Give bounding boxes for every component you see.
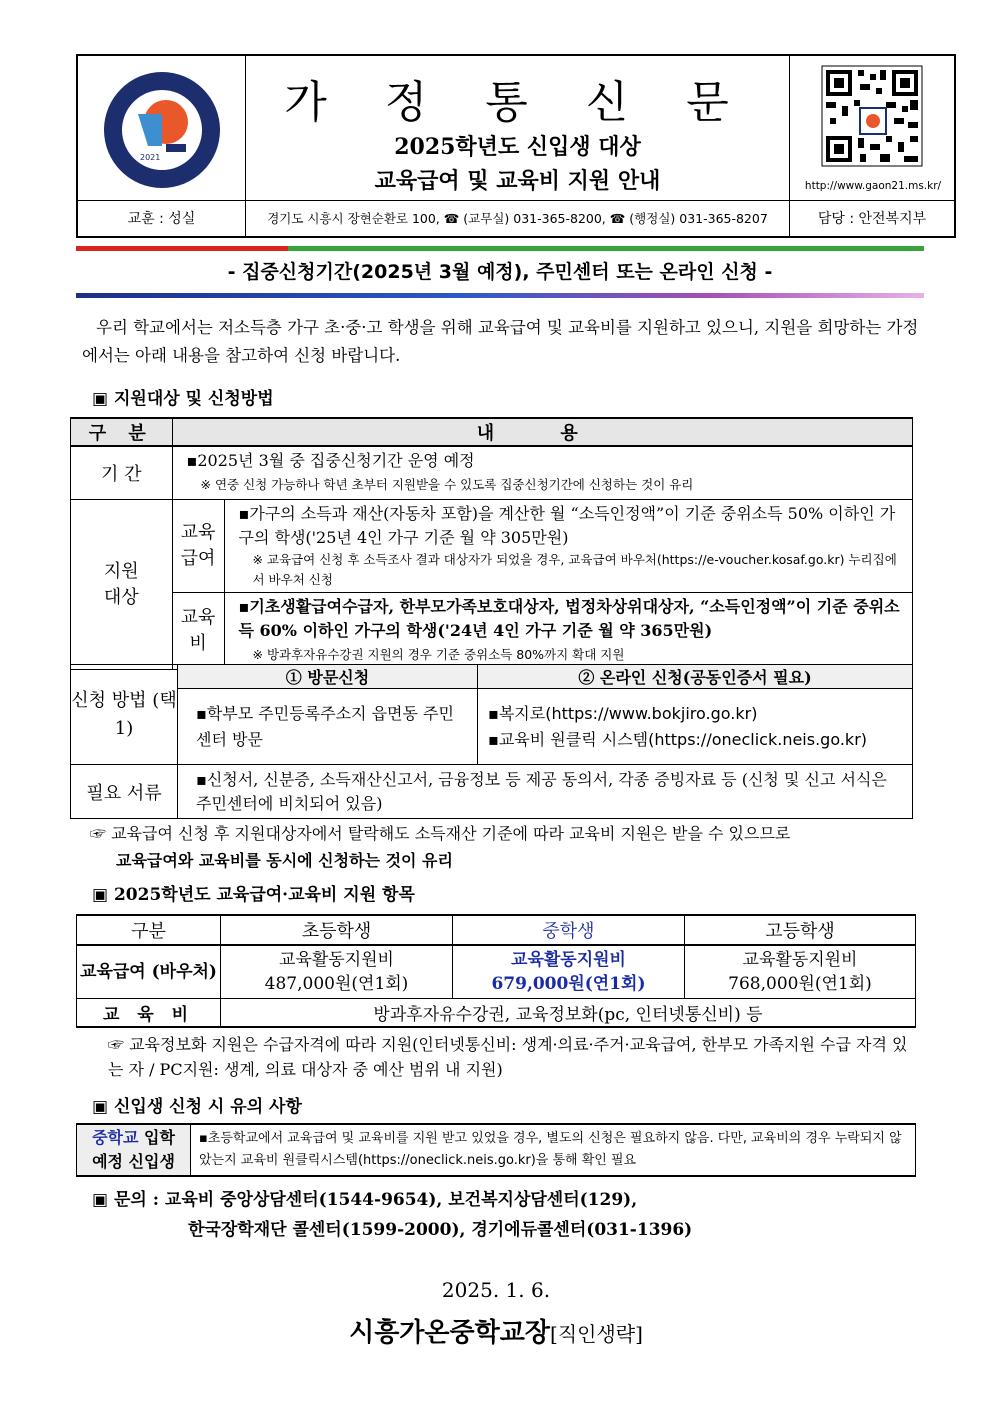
support-items-table — [76, 914, 916, 1028]
row-edu-cost-text: 방과후자유수강권, 교육정보화(pc, 인터넷통신비) 등 — [221, 999, 916, 1027]
freshman-label-line2: 예정 신입생 — [92, 1152, 175, 1171]
school-logo-cell — [78, 56, 246, 200]
middle-item: 교육활동지원비 — [511, 950, 626, 970]
section-heading-eligibility: ▣ 지원대상 및 신청방법 — [92, 389, 274, 409]
title-cell — [246, 56, 790, 200]
seal-omitted: [직인생략] — [550, 1322, 643, 1346]
freshman-notice-text: ▪초등학교에서 교육급여 및 교육비를 지원 받고 있었을 경우, 별도의 신청은 필요하지 않음. 다만, 교육비의 경우 누락되지 않았는지 교육비 원클릭시스템(https://oneclick.neis.go.kr)을 통해 확인 필요 — [191, 1124, 916, 1176]
signature-block — [0, 1312, 992, 1349]
note-info-support: ☞ 교육정보화 지원은 수급자격에 따라 지원(인터넷통신비: 생계·의료·주거·교육급여, 한부모 가족지원 수급 자격 있는 자 / PC지원: 생계, 의료 대상자 중 예산 범위 내 지원) — [108, 1035, 908, 1079]
visit-text: ▪학부모 주민등록주소지 읍면동 주민센터 방문 — [178, 689, 478, 765]
high-amount: 768,000원(연1회) — [728, 974, 872, 994]
intro-paragraph: 우리 학교에서는 저소득층 가구 초·중·고 학생을 위해 교육급여 및 교육비를 지원하고 있으니, 지원을 희망하는 가정에서는 아래 내용을 참고하여 신청 바랍니다. — [82, 318, 919, 365]
freshman-notice-table — [76, 1123, 916, 1177]
period-main: ▪2025년 3월 중 집중신청기간 운영 예정 — [186, 451, 475, 470]
section-heading-support-items: ▣ 2025학년도 교육급여·교육비 지원 항목 — [92, 885, 415, 905]
divider-bar-bottom — [76, 293, 924, 298]
department: 담당 : 안전복지부 — [817, 211, 927, 227]
school-motto: 교훈 : 성실 — [78, 201, 246, 237]
support-header-category: 구분 — [77, 915, 221, 945]
edu-benefit-note: ※ 교육급여 신청 후 소득조사 결과 대상자가 되었을 경우, 교육급여 바우처(https://e-voucher.kosaf.go.kr) 누리집에서 바우처 신청 — [252, 552, 897, 587]
contact-info — [92, 1185, 932, 1245]
edu-cost-label: 교육 비 — [172, 593, 224, 670]
visit-header: ① 방문신청 — [178, 665, 478, 689]
support-header-high: 고등학생 — [685, 915, 916, 945]
method-table — [70, 664, 913, 819]
edu-cost-main: ▪기초생활급여수급자, 한부모가족보호대상자, 법정차상위대상자, “소득인정액”이 기준 중위소득 60% 이하인 가구의 학생('24년 4인 가구 기준 월 약 365만원) — [238, 597, 900, 640]
freshman-label-entry: 입학 — [144, 1128, 175, 1147]
elementary-amount: 487,000원(연1회) — [264, 974, 409, 994]
period-label: 기 간 — [71, 446, 173, 500]
qr-code-icon — [790, 56, 956, 176]
target-label: 지원 대상 — [103, 560, 139, 608]
support-header-middle: 중학생 — [453, 915, 685, 945]
docs-label: 필요 서류 — [71, 765, 178, 819]
online-header: ② 온라인 신청(공동인증서 필요) — [478, 665, 913, 689]
table-header-content: 내 용 — [172, 418, 912, 446]
row-edu-cost-label: 교 육 비 — [77, 999, 221, 1027]
table-header-category: 구 분 — [71, 418, 173, 446]
application-period-banner: - 집중신청기간(2025년 3월 예정), 주민센터 또는 온라인 신청 - — [227, 261, 773, 283]
edu-benefit-main: ▪가구의 소득과 재산(자동차 포함)을 계산한 월 “소득인정액”이 기준 중위소득 50% 이하인 가구의 학생('25년 4인 가구 기준 월 약 305만원) — [238, 504, 896, 547]
contact-line1: ▣ 문의 : 교육비 중앙상담센터(1544-9654), 보건복지상담센터(129), — [92, 1190, 638, 1210]
divider-bar-top — [76, 246, 924, 251]
school-logo — [78, 56, 246, 200]
freshman-label-middle: 중학교 — [92, 1128, 139, 1147]
period-note: ※ 연중 신청 가능하나 학년 초부터 지원받을 수 있도록 집중신청기간에 신청하는 것이 유리 — [200, 477, 694, 492]
middle-amount: 679,000원(연1회) — [491, 974, 646, 994]
note-apply-both-line2: 교육급여와 교육비를 동시에 신청하는 것이 유리 — [116, 851, 453, 870]
method-label: 신청 방법 (택1) — [71, 665, 178, 765]
subtitle-line2: 교육급여 및 교육비 지원 안내 — [374, 168, 661, 194]
online-text-bokjiro: ▪복지로(https://www.bokjiro.go.kr) — [488, 703, 758, 723]
note-apply-both — [90, 820, 930, 874]
target-label-outer — [71, 500, 173, 670]
edu-cost-note: ※ 방과후자유수강권 지원의 경우 기준 중위소득 80%까지 확대 지원 — [252, 647, 625, 662]
school-url: http://www.gaon21.ms.kr/ — [804, 180, 942, 192]
school-address: 경기도 시흥시 장현순환로 100, ☎ (교무실) 031-365-8200, ☎ (행정실) 031-365-8207 — [246, 201, 790, 237]
online-text-oneclick: ▪교육비 원클릭 시스템(https://oneclick.neis.go.kr) — [488, 729, 868, 749]
page-title: 가 정 통 신 문 — [284, 77, 751, 128]
edu-benefit-label: 교육 급여 — [172, 500, 224, 593]
header-info-row — [78, 200, 954, 236]
freshman-label — [77, 1124, 191, 1176]
logo-year: 2021 — [140, 153, 161, 162]
qr-cell — [790, 56, 956, 200]
letter-date: 2025. 1. 6. — [441, 1278, 551, 1302]
elementary-item: 교육활동지원비 — [279, 950, 394, 970]
principal-signature: 시흥가온중학교장 — [349, 1318, 551, 1348]
contact-line2: 한국장학재단 콜센터(1599-2000), 경기에듀콜센터(031-1396) — [188, 1220, 693, 1240]
note-apply-both-line1: ☞ 교육급여 신청 후 지원대상자에서 탈락해도 소득재산 기준에 따라 교육비 지원은 받을 수 있으므로 — [90, 824, 791, 843]
subtitle-line1: 2025학년도 신입생 대상 — [394, 134, 641, 160]
support-header-elementary: 초등학생 — [221, 915, 453, 945]
high-item: 교육활동지원비 — [742, 950, 858, 970]
letter-header — [76, 54, 956, 238]
row-edu-benefit-label: 교육급여 (바우처) — [77, 945, 221, 999]
docs-text: ▪신청서, 신분증, 소득재산신고서, 금융정보 등 제공 동의서, 각종 증빙자료 등 (신청 및 신고 서식은 주민센터에 비치되어 있음) — [178, 765, 913, 819]
section-heading-freshman-notice: ▣ 신입생 신청 시 유의 사항 — [92, 1097, 302, 1117]
eligibility-table — [70, 417, 913, 670]
